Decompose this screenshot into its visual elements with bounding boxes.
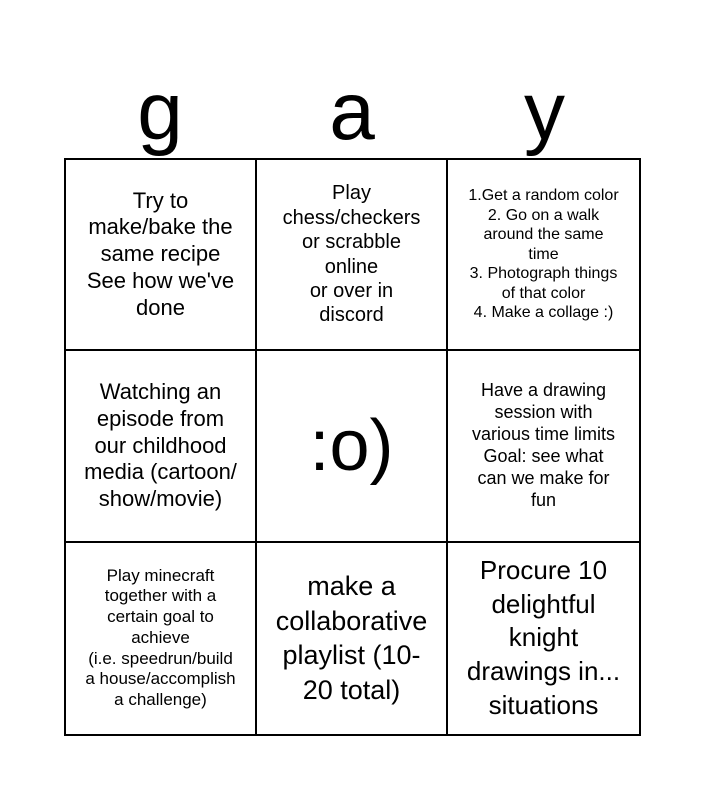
header-letter-1: g: [137, 66, 183, 157]
bingo-cell-r2c1[interactable]: [66, 351, 257, 542]
bingo-cell-text: Play minecraft together with a certain goal to achieve (i.e. speedrun/build a house/accomplish a challenge): [85, 565, 236, 710]
bingo-cell-text: Play chess/checkers or scrabble online or over in discord: [282, 182, 421, 327]
bingo-cell-text: 1.Get a random color 2. Go on a walk around the same time 3. Photograph things of that color 4. Make a collage :): [468, 187, 619, 322]
header-letter-3: y: [524, 66, 565, 157]
bingo-cell-r3c3[interactable]: [448, 543, 639, 734]
bingo-cell-text: Try to make/bake the same recipe See how we've done: [86, 187, 235, 320]
bingo-header: [64, 66, 641, 160]
bingo-cell-r3c2[interactable]: [257, 543, 448, 734]
bingo-cell-text: Watching an episode from our childhood media (cartoon/ show/movie): [84, 378, 237, 512]
bingo-cell-r2c3[interactable]: [448, 351, 639, 542]
bingo-cell-r1c2[interactable]: [257, 160, 448, 351]
bingo-cell-text: Procure 10 delightful knight drawings in... situations: [466, 554, 621, 721]
bingo-cell-text: make a collaborative playlist (10- 20 total): [275, 571, 428, 705]
bingo-cell-r3c1[interactable]: [66, 543, 257, 734]
free-space-face: :o): [309, 405, 394, 486]
bingo-board: [64, 158, 641, 736]
bingo-cell-r1c1[interactable]: [66, 160, 257, 351]
bingo-cell-text: Have a drawing session with various time limits Goal: see what can we make for fun: [471, 380, 616, 510]
bingo-cell-r1c3[interactable]: [448, 160, 639, 351]
header-letter-2: a: [329, 66, 375, 157]
bingo-cell-free-space[interactable]: [257, 351, 448, 542]
